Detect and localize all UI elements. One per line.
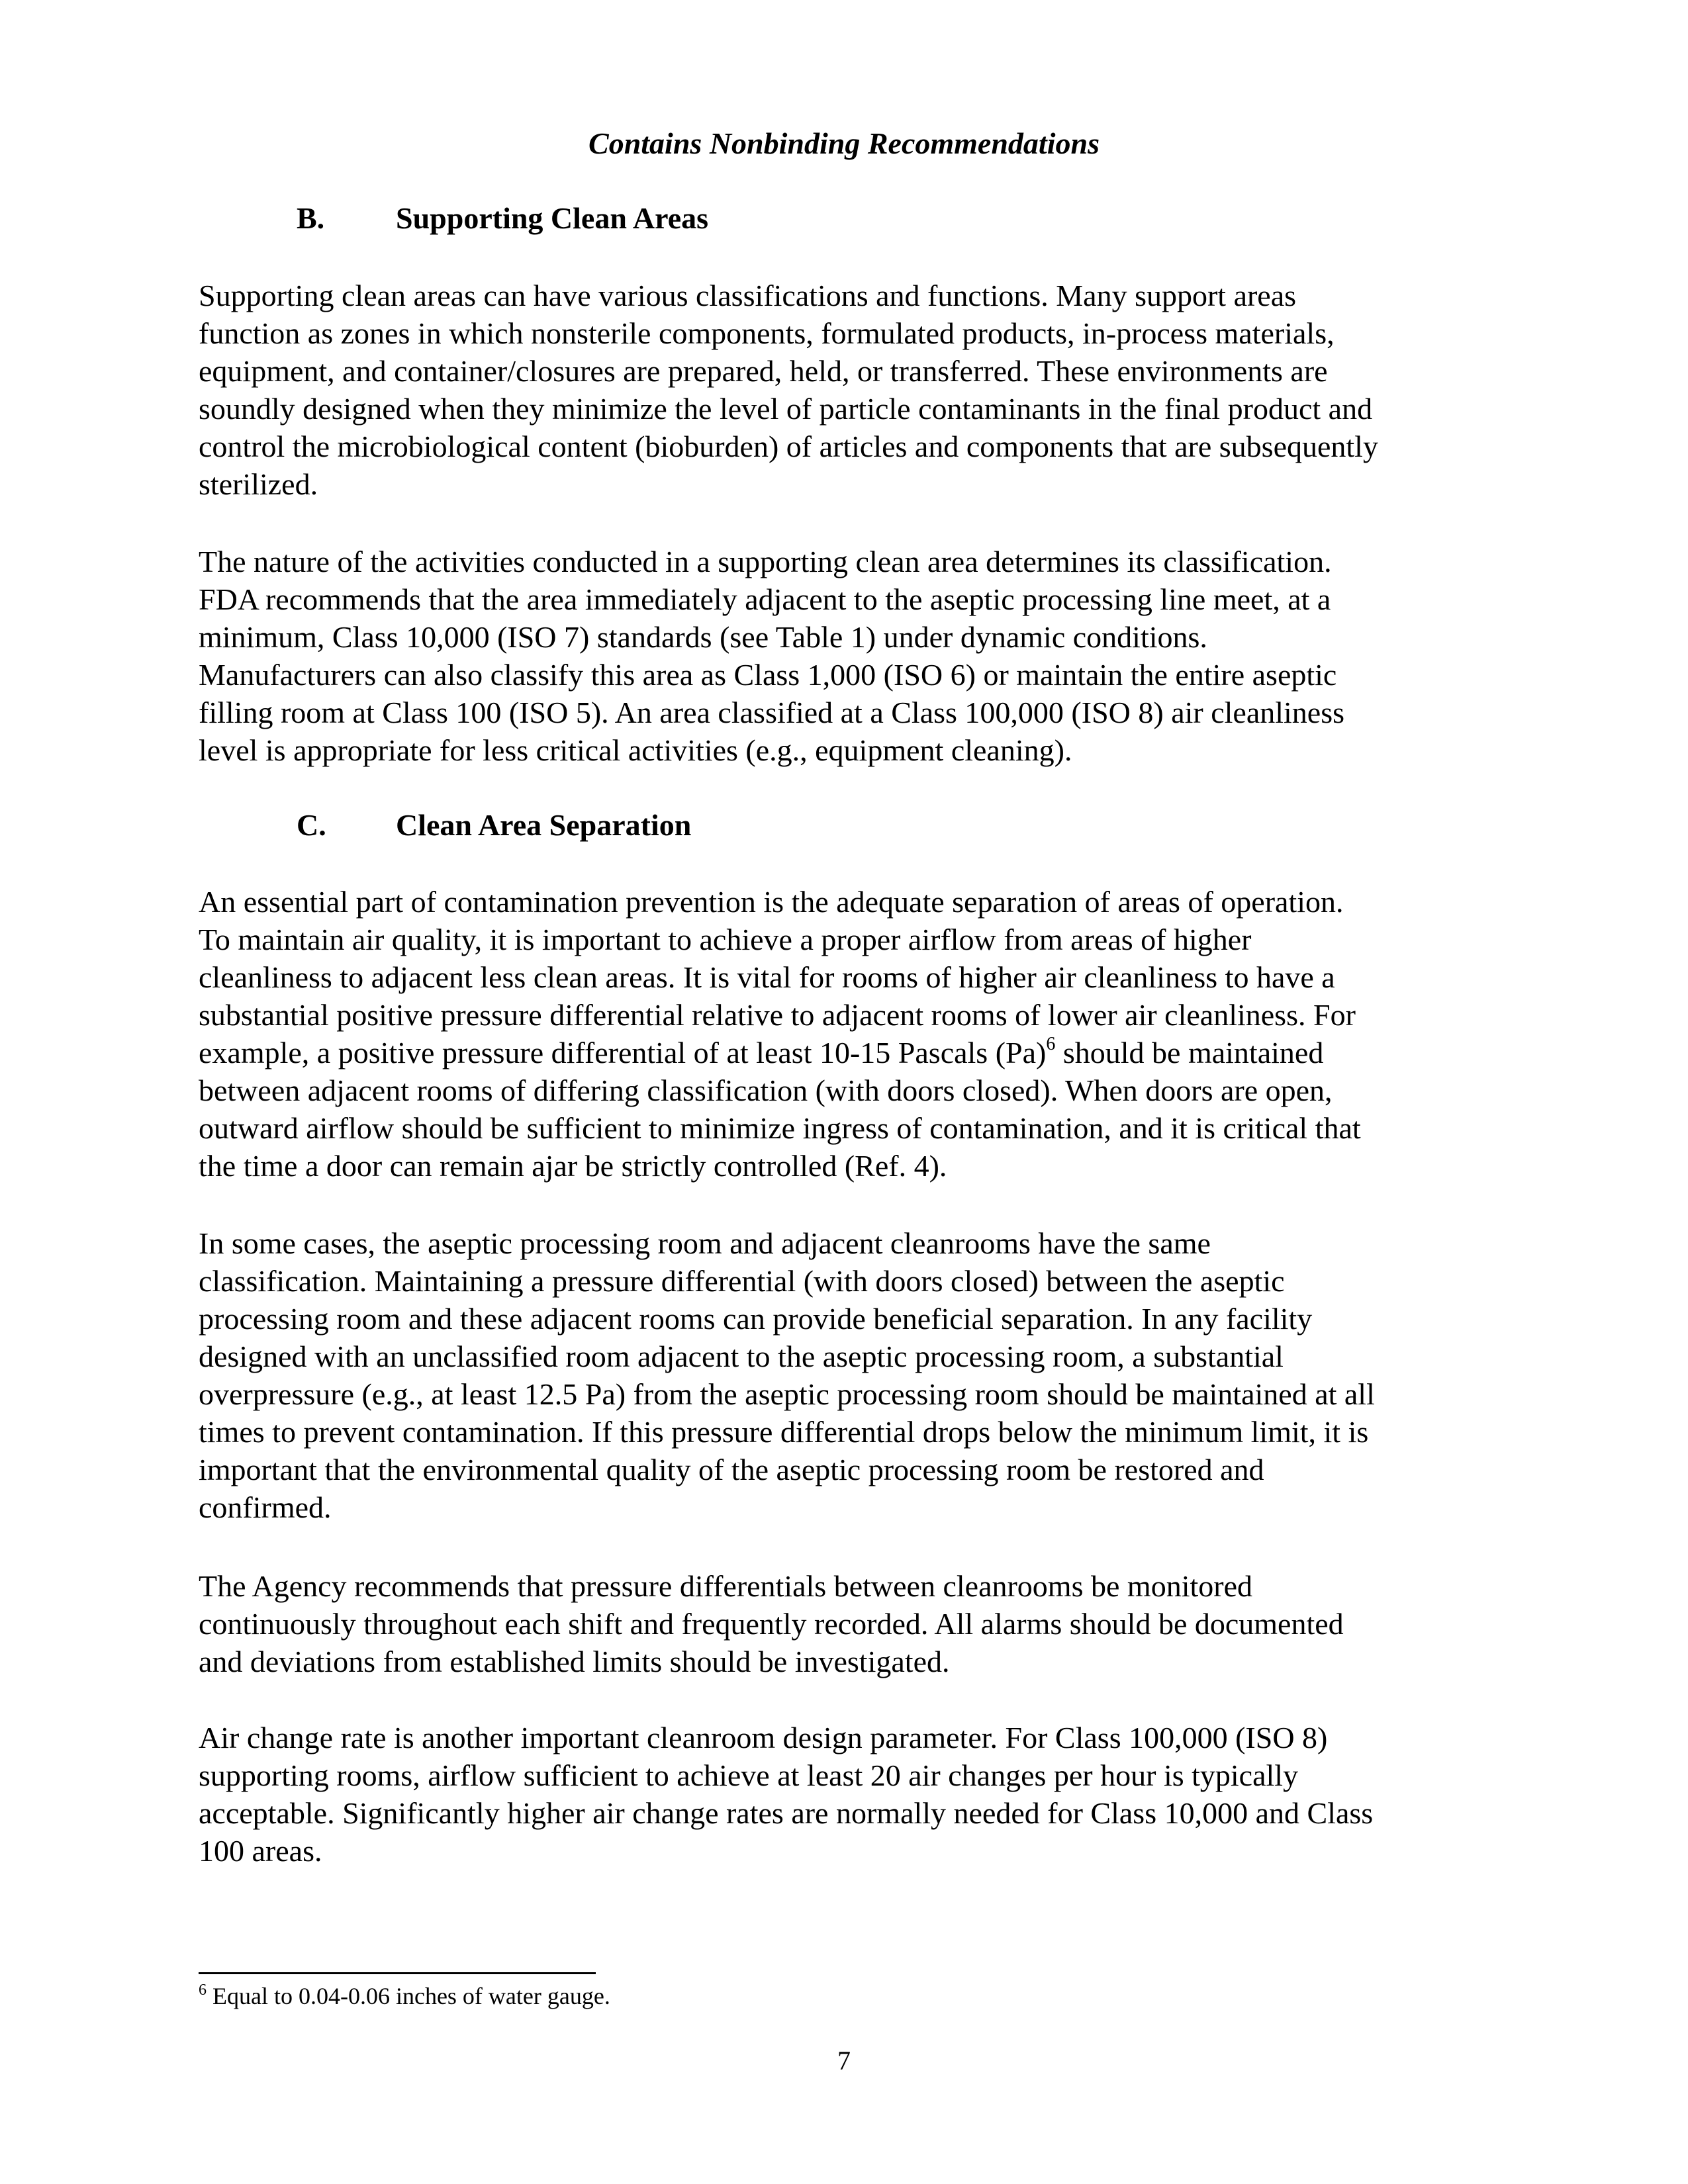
section-heading-b xyxy=(297,201,708,236)
text-line: The nature of the activities conducted in a supporting clean area determines its classification. xyxy=(199,545,1332,578)
text-line: control the microbiological content (bioburden) of articles and components that are subsequently xyxy=(199,430,1378,463)
paragraph xyxy=(199,277,1496,503)
footnote-ref[interactable]: 6 xyxy=(1046,1034,1056,1054)
text-line-with-footnote xyxy=(199,1034,1496,1071)
paragraph xyxy=(199,1719,1496,1870)
text-line: confirmed. xyxy=(199,1490,332,1524)
text-line: overpressure (e.g., at least 12.5 Pa) from the aseptic processing room should be maintained at all xyxy=(199,1377,1375,1411)
text-line: the time a door can remain ajar be strictly controlled (Ref. 4). xyxy=(199,1149,947,1183)
text-fragment: should be maintained xyxy=(1055,1036,1324,1069)
footnote-marker: 6 xyxy=(199,1981,207,1999)
paragraph xyxy=(199,883,1496,1185)
page-header: Contains Nonbinding Recommendations xyxy=(588,126,1100,160)
text-line: and deviations from established limits should be investigated. xyxy=(199,1645,950,1678)
text-fragment: example, a positive pressure differential of at least 10-15 Pascals (Pa) xyxy=(199,1036,1047,1069)
text-line: filling room at Class 100 (ISO 5). An area classified at a Class 100,000 (ISO 8) air cleanliness xyxy=(199,696,1345,729)
text-line: classification. Maintaining a pressure differential (with doors closed) between the aseptic xyxy=(199,1264,1285,1298)
text-line: Manufacturers can also classify this area as Class 1,000 (ISO 6) or maintain the entire aseptic xyxy=(199,658,1337,692)
text-line: An essential part of contamination prevention is the adequate separation of areas of operation. xyxy=(199,885,1344,919)
text-line: function as zones in which nonsterile components, formulated products, in-process materials, xyxy=(199,316,1335,350)
text-line: The Agency recommends that pressure differentials between cleanrooms be monitored xyxy=(199,1569,1252,1603)
text-line: designed with an unclassified room adjacent to the aseptic processing room, a substantial xyxy=(199,1340,1284,1373)
section-title: Clean Area Separation xyxy=(396,808,692,842)
text-line: level is appropriate for less critical activities (e.g., equipment cleaning). xyxy=(199,733,1072,767)
text-line: continuously throughout each shift and frequently recorded. All alarms should be documented xyxy=(199,1607,1344,1641)
text-line: processing room and these adjacent rooms can provide beneficial separation. In any facility xyxy=(199,1302,1313,1336)
text-line: FDA recommends that the area immediately adjacent to the aseptic processing line meet, at a xyxy=(199,582,1331,616)
text-line: acceptable. Significantly higher air change rates are normally needed for Class 10,000 and Class xyxy=(199,1796,1374,1830)
text-line: cleanliness to adjacent less clean areas. It is vital for rooms of higher air cleanliness to have a xyxy=(199,960,1335,994)
text-line: between adjacent rooms of differing classification (with doors closed). When doors are open, xyxy=(199,1073,1333,1107)
section-letter: B. xyxy=(297,201,325,235)
text-line: sterilized. xyxy=(199,467,318,501)
text-line: substantial positive pressure differential relative to adjacent rooms of lower air cleanliness. For xyxy=(199,998,1356,1032)
footnote-divider xyxy=(199,1972,596,1974)
paragraph xyxy=(199,1224,1496,1526)
paragraph xyxy=(199,1567,1496,1680)
text-line: In some cases, the aseptic processing room and adjacent cleanrooms have the same xyxy=(199,1226,1211,1260)
text-line: times to prevent contamination. If this pressure differential drops below the minimum limit, it is xyxy=(199,1415,1369,1449)
text-line: important that the environmental quality of the aseptic processing room be restored and xyxy=(199,1453,1264,1486)
text-line: minimum, Class 10,000 (ISO 7) standards (see Table 1) under dynamic conditions. xyxy=(199,620,1207,654)
text-line: outward airflow should be sufficient to minimize ingress of contamination, and it is critical that xyxy=(199,1111,1361,1145)
section-title: Supporting Clean Areas xyxy=(396,201,709,235)
text-line: Supporting clean areas can have various classifications and functions. Many support areas xyxy=(199,279,1297,312)
text-line: 100 areas. xyxy=(199,1834,322,1868)
text-line: equipment, and container/closures are prepared, held, or transferred. These environments are xyxy=(199,354,1328,388)
text-line: To maintain air quality, it is important to achieve a proper airflow from areas of higher xyxy=(199,923,1252,956)
text-line: supporting rooms, airflow sufficient to achieve at least 20 air changes per hour is typically xyxy=(199,1758,1299,1792)
section-heading-c xyxy=(297,807,691,842)
page-number: 7 xyxy=(837,2046,851,2075)
footnote-text: Equal to 0.04-0.06 inches of water gauge. xyxy=(207,1983,610,2009)
footnote xyxy=(199,1982,610,2010)
paragraph xyxy=(199,543,1496,769)
text-line: soundly designed when they minimize the level of particle contaminants in the final product and xyxy=(199,392,1373,426)
text-line: Air change rate is another important cleanroom design parameter. For Class 100,000 (ISO 8) xyxy=(199,1721,1328,1754)
section-letter: C. xyxy=(297,808,326,842)
